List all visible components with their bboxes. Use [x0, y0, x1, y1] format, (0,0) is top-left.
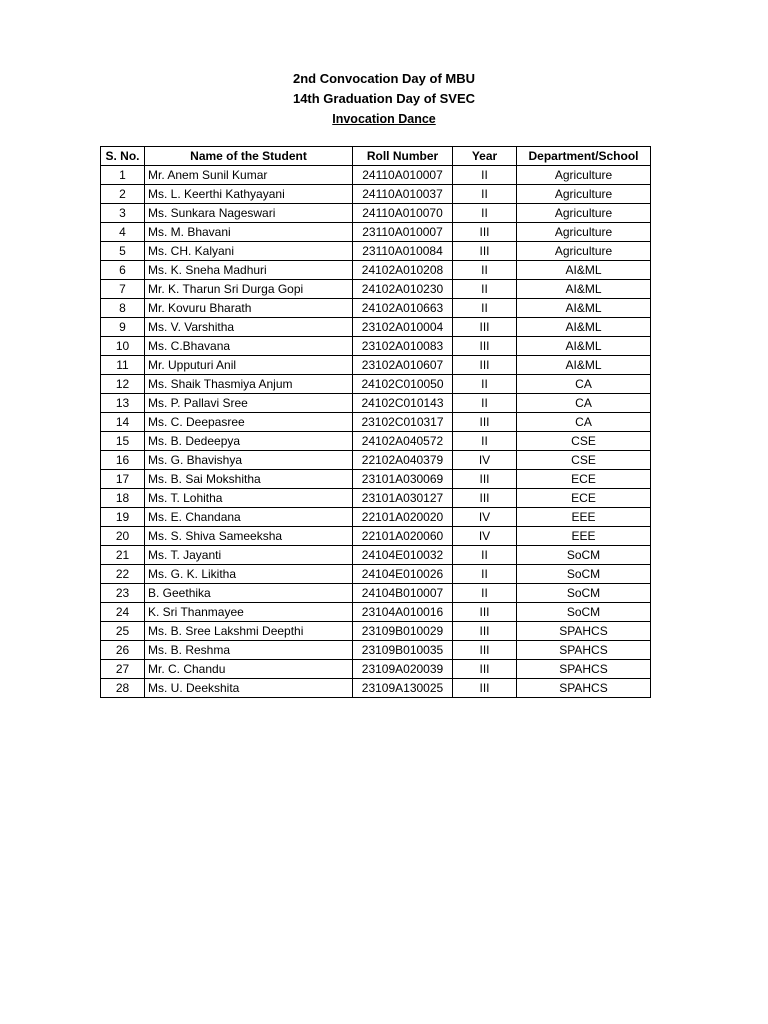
- table-row: [101, 337, 651, 356]
- cell-name: Ms. T. Jayanti: [145, 546, 353, 565]
- cell-name: Mr. Kovuru Bharath: [145, 299, 353, 318]
- table-row: [101, 223, 651, 242]
- cell-roll-number: 23110A010007: [353, 223, 453, 242]
- table-body: [101, 166, 651, 698]
- cell-year: II: [453, 546, 517, 565]
- cell-sno: 16: [101, 451, 145, 470]
- cell-year: IV: [453, 508, 517, 527]
- column-header-sno: S. No.: [101, 147, 145, 166]
- cell-year: II: [453, 565, 517, 584]
- cell-name: Ms. L. Keerthi Kathyayani: [145, 185, 353, 204]
- cell-year: III: [453, 318, 517, 337]
- cell-roll-number: 24110A010007: [353, 166, 453, 185]
- cell-sno: 6: [101, 261, 145, 280]
- table-row: [101, 394, 651, 413]
- cell-department: ECE: [517, 489, 651, 508]
- cell-sno: 11: [101, 356, 145, 375]
- cell-department: EEE: [517, 527, 651, 546]
- cell-sno: 14: [101, 413, 145, 432]
- cell-sno: 10: [101, 337, 145, 356]
- cell-department: CA: [517, 413, 651, 432]
- cell-roll-number: 24102A010208: [353, 261, 453, 280]
- cell-department: CA: [517, 375, 651, 394]
- cell-roll-number: 23110A010084: [353, 242, 453, 261]
- cell-department: AI&ML: [517, 261, 651, 280]
- table-row: [101, 280, 651, 299]
- cell-department: AI&ML: [517, 280, 651, 299]
- cell-year: III: [453, 413, 517, 432]
- table-row: [101, 261, 651, 280]
- cell-department: ECE: [517, 470, 651, 489]
- cell-roll-number: 24102A010663: [353, 299, 453, 318]
- cell-year: II: [453, 280, 517, 299]
- cell-department: CA: [517, 394, 651, 413]
- cell-sno: 23: [101, 584, 145, 603]
- cell-sno: 22: [101, 565, 145, 584]
- cell-sno: 3: [101, 204, 145, 223]
- cell-roll-number: 24102C010050: [353, 375, 453, 394]
- table-row: [101, 679, 651, 698]
- table-row: [101, 451, 651, 470]
- cell-roll-number: 24110A010070: [353, 204, 453, 223]
- table-row: [101, 432, 651, 451]
- table-row: [101, 299, 651, 318]
- cell-name: Ms. T. Lohitha: [145, 489, 353, 508]
- cell-name: Mr. K. Tharun Sri Durga Gopi: [145, 280, 353, 299]
- cell-department: AI&ML: [517, 318, 651, 337]
- cell-roll-number: 23102A010004: [353, 318, 453, 337]
- subtitle-event: Invocation Dance: [332, 112, 436, 126]
- cell-name: Ms. C.Bhavana: [145, 337, 353, 356]
- table-row: [101, 185, 651, 204]
- cell-year: II: [453, 375, 517, 394]
- cell-year: II: [453, 185, 517, 204]
- cell-roll-number: 24104E010026: [353, 565, 453, 584]
- cell-name: Ms. M. Bhavani: [145, 223, 353, 242]
- cell-year: II: [453, 166, 517, 185]
- cell-department: Agriculture: [517, 204, 651, 223]
- column-header-name: Name of the Student: [145, 147, 353, 166]
- cell-name: Ms. U. Deekshita: [145, 679, 353, 698]
- cell-roll-number: 23109B010035: [353, 641, 453, 660]
- cell-sno: 28: [101, 679, 145, 698]
- cell-sno: 18: [101, 489, 145, 508]
- table-row: [101, 527, 651, 546]
- cell-sno: 26: [101, 641, 145, 660]
- table-header-row: [101, 147, 651, 166]
- table-row: [101, 565, 651, 584]
- cell-sno: 17: [101, 470, 145, 489]
- cell-name: Ms. E. Chandana: [145, 508, 353, 527]
- cell-roll-number: 22101A020020: [353, 508, 453, 527]
- cell-name: Ms. C. Deepasree: [145, 413, 353, 432]
- cell-year: IV: [453, 451, 517, 470]
- cell-department: Agriculture: [517, 242, 651, 261]
- cell-sno: 21: [101, 546, 145, 565]
- cell-name: Ms. B. Sree Lakshmi Deepthi: [145, 622, 353, 641]
- cell-roll-number: 23109B010029: [353, 622, 453, 641]
- cell-name: K. Sri Thanmayee: [145, 603, 353, 622]
- cell-year: III: [453, 641, 517, 660]
- cell-name: Ms. K. Sneha Madhuri: [145, 261, 353, 280]
- cell-department: AI&ML: [517, 337, 651, 356]
- title-convocation: 2nd Convocation Day of MBU: [292, 71, 475, 86]
- cell-sno: 4: [101, 223, 145, 242]
- cell-sno: 20: [101, 527, 145, 546]
- title-graduation: 14th Graduation Day of SVEC: [292, 91, 476, 106]
- cell-name: Ms. P. Pallavi Sree: [145, 394, 353, 413]
- column-header-department: Department/School: [517, 147, 651, 166]
- cell-sno: 15: [101, 432, 145, 451]
- cell-roll-number: 23102A010083: [353, 337, 453, 356]
- cell-name: Ms. B. Dedeepya: [145, 432, 353, 451]
- table-row: [101, 375, 651, 394]
- table-row: [101, 413, 651, 432]
- cell-sno: 27: [101, 660, 145, 679]
- cell-name: Ms. Shaik Thasmiya Anjum: [145, 375, 353, 394]
- table-row: [101, 584, 651, 603]
- cell-sno: 5: [101, 242, 145, 261]
- cell-roll-number: 24102C010143: [353, 394, 453, 413]
- cell-roll-number: 24102A010230: [353, 280, 453, 299]
- table-row: [101, 242, 651, 261]
- cell-name: Ms. CH. Kalyani: [145, 242, 353, 261]
- cell-department: AI&ML: [517, 356, 651, 375]
- cell-year: III: [453, 337, 517, 356]
- cell-department: Agriculture: [517, 223, 651, 242]
- table-row: [101, 622, 651, 641]
- cell-roll-number: 24102A040572: [353, 432, 453, 451]
- cell-year: II: [453, 432, 517, 451]
- cell-department: SPAHCS: [517, 660, 651, 679]
- cell-year: II: [453, 299, 517, 318]
- cell-department: SoCM: [517, 584, 651, 603]
- cell-roll-number: 23109A020039: [353, 660, 453, 679]
- table-row: [101, 166, 651, 185]
- cell-name: Ms. V. Varshitha: [145, 318, 353, 337]
- cell-roll-number: 22101A020060: [353, 527, 453, 546]
- column-header-roll: Roll Number: [353, 147, 453, 166]
- cell-year: III: [453, 356, 517, 375]
- cell-name: Ms. Sunkara Nageswari: [145, 204, 353, 223]
- cell-year: III: [453, 622, 517, 641]
- cell-year: III: [453, 679, 517, 698]
- cell-department: Agriculture: [517, 185, 651, 204]
- cell-name: Ms. G. K. Likitha: [145, 565, 353, 584]
- table-row: [101, 603, 651, 622]
- cell-department: EEE: [517, 508, 651, 527]
- cell-year: III: [453, 660, 517, 679]
- cell-sno: 13: [101, 394, 145, 413]
- table-row: [101, 508, 651, 527]
- cell-department: SPAHCS: [517, 679, 651, 698]
- cell-year: III: [453, 489, 517, 508]
- cell-name: Mr. Anem Sunil Kumar: [145, 166, 353, 185]
- column-header-year: Year: [453, 147, 517, 166]
- cell-department: SPAHCS: [517, 622, 651, 641]
- cell-roll-number: 24110A010037: [353, 185, 453, 204]
- cell-name: Ms. G. Bhavishya: [145, 451, 353, 470]
- cell-sno: 9: [101, 318, 145, 337]
- cell-year: III: [453, 470, 517, 489]
- table-row: [101, 489, 651, 508]
- cell-department: CSE: [517, 451, 651, 470]
- cell-roll-number: 23101A030127: [353, 489, 453, 508]
- cell-name: Ms. B. Sai Mokshitha: [145, 470, 353, 489]
- cell-name: Mr. Upputuri Anil: [145, 356, 353, 375]
- cell-sno: 1: [101, 166, 145, 185]
- cell-department: Agriculture: [517, 166, 651, 185]
- cell-department: AI&ML: [517, 299, 651, 318]
- cell-year: III: [453, 242, 517, 261]
- cell-name: Mr. C. Chandu: [145, 660, 353, 679]
- cell-year: III: [453, 223, 517, 242]
- table-row: [101, 204, 651, 223]
- cell-roll-number: 23101A030069: [353, 470, 453, 489]
- cell-sno: 19: [101, 508, 145, 527]
- table-row: [101, 641, 651, 660]
- student-table: [100, 146, 651, 698]
- table-row: [101, 470, 651, 489]
- cell-sno: 7: [101, 280, 145, 299]
- cell-department: SPAHCS: [517, 641, 651, 660]
- cell-year: III: [453, 603, 517, 622]
- table-row: [101, 318, 651, 337]
- cell-sno: 8: [101, 299, 145, 318]
- cell-roll-number: 24104E010032: [353, 546, 453, 565]
- cell-year: II: [453, 261, 517, 280]
- cell-department: SoCM: [517, 565, 651, 584]
- table-row: [101, 546, 651, 565]
- cell-roll-number: 23104A010016: [353, 603, 453, 622]
- table-row: [101, 356, 651, 375]
- cell-sno: 24: [101, 603, 145, 622]
- cell-name: Ms. B. Reshma: [145, 641, 353, 660]
- cell-sno: 25: [101, 622, 145, 641]
- cell-roll-number: 23109A130025: [353, 679, 453, 698]
- cell-name: Ms. S. Shiva Sameeksha: [145, 527, 353, 546]
- cell-roll-number: 22102A040379: [353, 451, 453, 470]
- cell-year: II: [453, 204, 517, 223]
- cell-roll-number: 23102A010607: [353, 356, 453, 375]
- cell-roll-number: 24104B010007: [353, 584, 453, 603]
- cell-sno: 12: [101, 375, 145, 394]
- cell-year: II: [453, 394, 517, 413]
- cell-sno: 2: [101, 185, 145, 204]
- cell-year: II: [453, 584, 517, 603]
- cell-roll-number: 23102C010317: [353, 413, 453, 432]
- cell-department: SoCM: [517, 603, 651, 622]
- cell-department: SoCM: [517, 546, 651, 565]
- cell-year: IV: [453, 527, 517, 546]
- cell-name: B. Geethika: [145, 584, 353, 603]
- table-row: [101, 660, 651, 679]
- cell-department: CSE: [517, 432, 651, 451]
